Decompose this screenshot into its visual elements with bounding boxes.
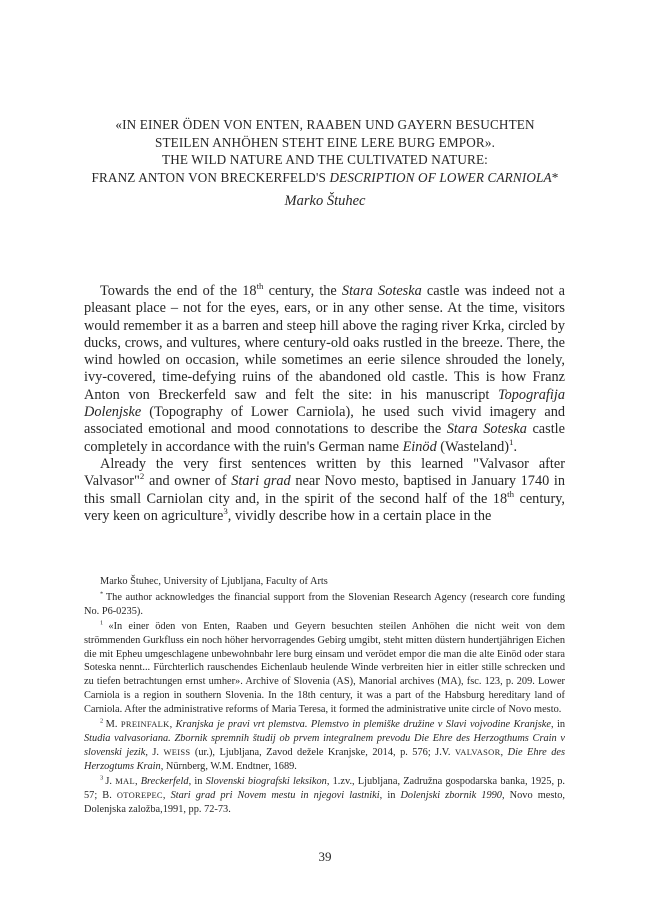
- footnote-1: [84, 620, 565, 717]
- text-run: , Nürnberg, W.M. Endtner, 1689.: [160, 760, 297, 772]
- title-footnote-mark: *: [551, 169, 559, 185]
- text-run: MAL: [115, 775, 135, 786]
- text-run: VALVASOR: [454, 746, 501, 757]
- text-run: OTOREPEC: [116, 789, 163, 800]
- text-run: J.: [105, 775, 116, 787]
- footnote-marker: *: [100, 590, 106, 598]
- text-run: , vividly describe how in a certain place in the: [227, 507, 492, 524]
- text-run: century, the: [263, 283, 342, 299]
- footnote-star: [84, 591, 565, 619]
- text-run: Stara Soteska: [341, 283, 422, 299]
- text-run: , in: [188, 775, 206, 787]
- text-run: , in: [550, 719, 566, 731]
- text-run: , in: [379, 789, 401, 801]
- text-run: «In einer öden von Enten, Raaben und Geyern besuchten steilen Anhöhen die nicht weit von dem strömmenden Gurkfluss ein noch höher hervorragendes Gebirg umgibt, steht mitten düstern hundertjährigen Eichen die mit Epheu umgeschlagene unbewohnbahr lere burg einsam und verödet empor die man die alte Einöd oder stara Soteska nennt... Fürchterlich rauschendes Eichenlaub heulende Winde verbreiten hier in eitler stille schrecken und zu tiefen betrachtungen ernst umher». Archive of Slovenia (AS), Manorial archives (MA), fsc. 123, p. 209. Lower Carniola is a region in southern Slovenia. In the 18th century, it was a part of the Habsburg hereditary land of Carniola. After the administrative reforms of Maria Teresa, it formed the administrative unite circle of Novo mesto.: [84, 620, 565, 716]
- text-run: WEISS: [163, 746, 191, 757]
- author-name: Marko Štuhec: [284, 193, 366, 209]
- text-run: Einöd: [402, 438, 437, 455]
- footnote-marker: 2: [100, 717, 106, 725]
- text-run: Topografija Dolenjske: [84, 386, 565, 421]
- text-run: Stari grad: [231, 473, 291, 490]
- title-line-3: THE WILD NATURE AND THE CULTIVATED NATURE:: [162, 152, 488, 168]
- title-line-4-italic: DESCRIPTION OF LOWER CARNIOLA: [329, 169, 552, 185]
- text-run: and owner of: [144, 473, 232, 490]
- footnote-reference: th: [256, 281, 264, 292]
- text-run: Stara Soteska: [446, 421, 527, 438]
- title-line-1: «IN EINER ÖDEN VON ENTEN, RAABEN UND GAYERN BESUCHTEN: [115, 117, 535, 132]
- text-run: , 1.zv., Ljubljana, Zadružna gospodarska banka, 1925, p. 57; B.: [84, 775, 565, 801]
- text-run: The author acknowledges the financial support from the Slovenian Research Agency (research core funding No. P6-0235).: [84, 591, 565, 617]
- footnote-reference: 2: [139, 471, 145, 482]
- text-run: , J.: [145, 746, 164, 758]
- text-run: Dolenjski zbornik 1990: [400, 789, 502, 801]
- title-line-4: [60, 169, 590, 187]
- text-run: ,: [500, 746, 508, 758]
- text-run: century, very keen on agriculture: [84, 490, 565, 524]
- body-text: [84, 283, 565, 525]
- text-run: ,: [162, 789, 171, 801]
- body-paragraph: [84, 456, 565, 525]
- title-line-2: STEILEN ANHÖHEN STEHT EINE LERE BURG EMPOR».: [154, 134, 496, 150]
- text-run: near Novo mesto, baptised in January 1740 in this small Carniolan city and, in the spirit of the second half of the 18: [84, 473, 566, 507]
- text-run: ,: [169, 719, 176, 731]
- page-number: 39: [318, 849, 332, 864]
- text-run: ,: [134, 775, 141, 787]
- text-run: M.: [105, 719, 121, 731]
- author-affiliation: Marko Štuhec, University of Ljubljana, Faculty of Arts: [100, 576, 328, 587]
- footnote-reference: 1: [509, 436, 514, 447]
- text-run: Die Ehre des Herzogtums Krain: [84, 746, 565, 772]
- text-run: castle was indeed not a pleasant place – not for the eyes, ears, or in any other sense. At the time, visitors would remember it as a barren and steep hill above the raging river Krka, circled by ducks, crows, and vultures, where century-old oaks rustled in the breeze. There, the wind howled on occasion, while sometimes an eerie silence shrouded the lonely, ivy-covered, time-defying ruins of the abandoned old castle. This is how Franz Anton von Breckerfeld saw and felt the site: in his manuscript: [84, 283, 565, 403]
- footnote-reference: 3: [223, 506, 228, 517]
- text-run: Towards the end of the 18: [100, 283, 257, 299]
- text-run: , Novo mesto, Dolenjska založba,1991, pp. 72-73.: [84, 789, 566, 815]
- footnotes: [84, 575, 565, 817]
- text-run: Kranjska je pravi vrt plemstva. Plemstvo in plemiške družine v Slavi vojvodine Kranjske: [175, 719, 551, 731]
- text-run: (Wasteland): [436, 438, 510, 455]
- text-run: Breckerfeld: [140, 775, 189, 787]
- text-run: Already the very first sentences written by this learned "Valvasor after Valvasor": [84, 455, 565, 490]
- text-run: (ur.), Ljubljana, Zavod dežele Kranjske, 2014, p. 576; J.V.: [190, 746, 455, 758]
- text-run: (Topography of Lower Carniola), he used such vivid imagery and associated emotional and mood connotations to describe the: [84, 404, 565, 438]
- footnote-marker: 1: [100, 619, 109, 627]
- article-title: [60, 116, 590, 186]
- text-run: Slovenski biografski leksikon: [205, 775, 327, 787]
- text-run: castle completely in accordance with the ruin's German name: [84, 421, 566, 455]
- text-run: Stari grad pri Novem mestu in njegovi lastniki: [170, 789, 380, 801]
- text-run: .: [513, 438, 518, 455]
- text-run: PREINFALK: [120, 719, 170, 730]
- title-line-4-prefix: FRANZ ANTON VON BRECKERFELD'S: [91, 169, 330, 185]
- footnote-marker: 3: [100, 774, 106, 782]
- body-paragraph: [84, 283, 565, 456]
- text-run: Studia valvasoriana. Zbornik spremnih študij ob prvem integralnem prevodu Die Ehre des Herzogthums Crain v slovenski jezik: [84, 732, 565, 758]
- footnote-3: [84, 775, 565, 817]
- footnote-reference: th: [507, 488, 515, 499]
- footnote-2: [84, 718, 565, 774]
